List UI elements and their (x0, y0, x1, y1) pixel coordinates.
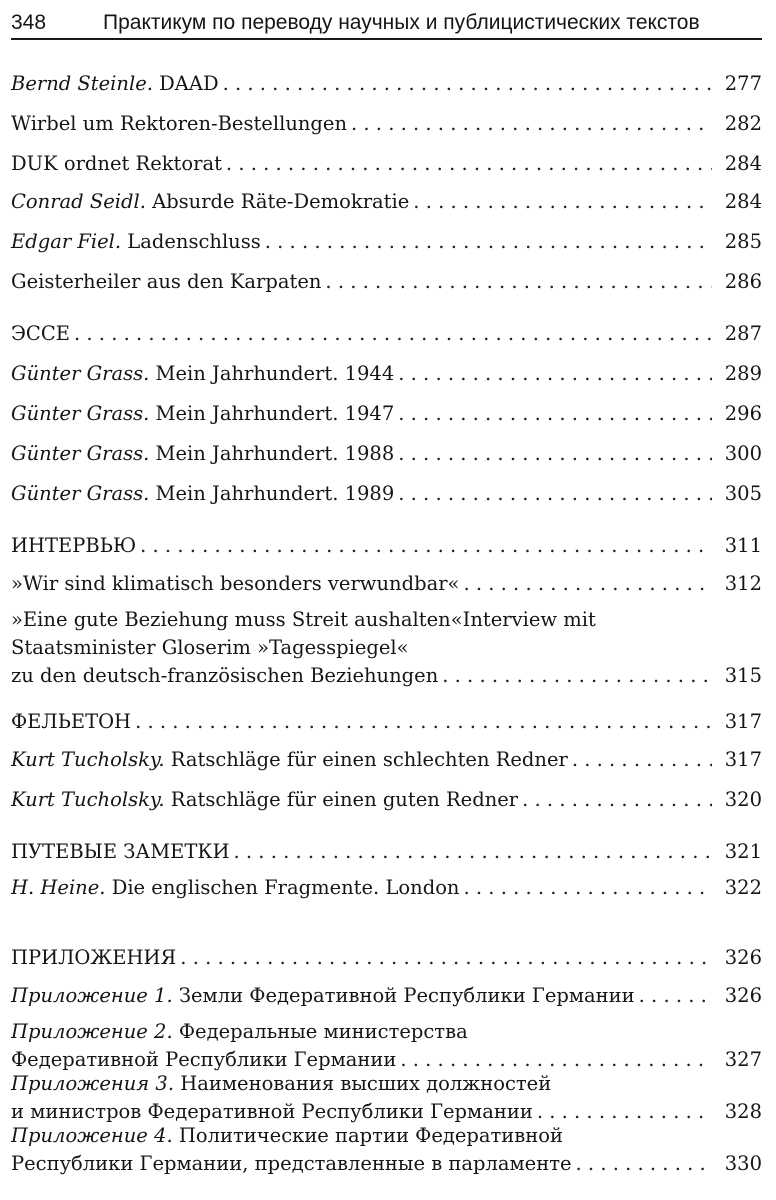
toc-entry-title-line: Политические партии Федеративной (178, 1124, 564, 1147)
dot-leader (351, 110, 712, 138)
toc-entry-text (11, 944, 176, 972)
toc-entry-page: 296 (724, 402, 762, 425)
dot-leader (234, 838, 712, 866)
dot-leader (522, 786, 712, 814)
toc-entry-title: Ratschläge für einen schlechten Redner (170, 748, 568, 771)
toc-entry-author: Приложения 3. (11, 1072, 175, 1095)
toc-entry[interactable] (11, 70, 762, 98)
toc-entry-text (11, 268, 321, 296)
toc-entry-page: 287 (724, 322, 762, 345)
toc-entry-author: Kurt Tucholsky. (11, 788, 165, 811)
toc-entry-title: »Wir sind klimatisch besonders verwundbar« (11, 572, 460, 595)
toc-entry[interactable] (11, 400, 762, 428)
toc-entry[interactable] (11, 228, 762, 256)
toc-entry-author: Приложение 1. (11, 984, 173, 1007)
toc-entry[interactable] (11, 708, 762, 736)
toc-entry-text (11, 708, 131, 736)
running-header (11, 8, 762, 40)
toc-entry[interactable] (11, 1018, 762, 1074)
toc-entry-text (11, 570, 459, 598)
toc-entry-title: Absurde Räte-Demokratie (152, 190, 410, 213)
toc-entry-page: 285 (724, 230, 762, 253)
toc-entry-author: Günter Grass. (11, 482, 150, 505)
toc-entry-author: Приложение 2. (11, 1020, 173, 1043)
toc-entry-heading (11, 1070, 551, 1098)
toc-entry-title-line: »Eine gute Beziehung muss Streit aushalten«Interview mit (11, 608, 596, 631)
dot-leader (398, 440, 712, 468)
toc-entry-title: Ratschläge für einen guten Redner (170, 788, 519, 811)
toc-entry-title: Земли Федеративной Республики Германии (178, 984, 635, 1007)
toc-entry-author: Günter Grass. (11, 402, 150, 425)
toc-entry[interactable] (11, 150, 762, 178)
toc-entry[interactable] (11, 268, 762, 296)
toc-entry-title: zu den deutsch-französischen Beziehungen (11, 664, 439, 687)
toc-entry-author: Günter Grass. (11, 362, 150, 385)
toc-entry-heading (11, 1018, 468, 1046)
toc-entry-text (11, 320, 70, 348)
toc-entry[interactable] (11, 188, 762, 216)
toc-entry[interactable] (11, 570, 762, 598)
toc-entry-page: 305 (724, 482, 762, 505)
toc-entry-title: Федеративной Республики Германии (11, 1048, 397, 1071)
toc-entry-text (11, 228, 261, 256)
dot-leader (135, 708, 712, 736)
toc-entry[interactable] (11, 440, 762, 468)
toc-entry-page: 312 (724, 572, 762, 595)
toc-entry[interactable] (11, 606, 762, 690)
toc-entry[interactable] (11, 480, 762, 508)
dot-leader (398, 480, 712, 508)
toc-entry[interactable] (11, 746, 762, 774)
toc-entry-title: Wirbel um Rektoren-Bestellungen (11, 112, 348, 135)
dot-leader (226, 150, 712, 178)
toc-entry-page: 284 (724, 152, 762, 175)
toc-entry-title-line: Наименования высших должностей (180, 1072, 552, 1095)
toc-entry-text (11, 400, 394, 428)
toc-entry-title: Geisterheiler aus den Karpaten (11, 270, 322, 293)
toc-entry-author: Bernd Steinle. (11, 72, 153, 95)
toc-entry-title: ФЕЛЬЕТОН (11, 710, 132, 733)
dot-leader (140, 532, 712, 560)
dot-leader (398, 400, 712, 428)
toc-entry[interactable] (11, 532, 762, 560)
toc-entry-title: DAAD (159, 72, 219, 95)
toc-entry-title-line: Федеральные министерства (178, 1020, 468, 1043)
toc-entry-text (11, 440, 394, 468)
toc-entry-text (11, 532, 136, 560)
toc-entry-title-line: Staatsminister Gloserim »Tagesspiegel« (11, 636, 409, 659)
toc-entry[interactable] (11, 320, 762, 348)
toc-entry-page: 326 (724, 946, 762, 969)
toc-entry-page: 321 (724, 840, 762, 863)
toc-entry-author: Edgar Fiel. (11, 230, 122, 253)
toc-entry-text (11, 874, 460, 902)
dot-leader (464, 874, 713, 902)
toc-entry-page: 326 (724, 984, 762, 1007)
toc-entry[interactable] (11, 982, 762, 1010)
toc-entry[interactable] (11, 874, 762, 902)
dot-leader (572, 746, 712, 774)
page-number: 348 (11, 11, 47, 34)
toc-entry-page: 286 (724, 270, 762, 293)
toc-entry-page: 311 (724, 534, 762, 557)
toc-entry-page: 328 (724, 1100, 762, 1123)
toc-entry-author: Conrad Seidl. (11, 190, 146, 213)
dot-leader (576, 1150, 712, 1178)
toc-entry-page: 320 (724, 788, 762, 811)
toc-entry[interactable] (11, 110, 762, 138)
toc-entry-title: DUK ordnet Rektorat (11, 152, 222, 175)
toc-entry-text (11, 360, 394, 388)
toc-entry-text (11, 188, 409, 216)
toc-entry-title: и министров Федеративной Республики Германии (11, 1100, 533, 1123)
toc-entry-text (11, 982, 635, 1010)
toc-entry-title: Mein Jahrhundert. 1988 (155, 442, 395, 465)
toc-entry-author: Приложение 4. (11, 1124, 173, 1147)
toc-entry[interactable] (11, 1070, 762, 1126)
toc-entry[interactable] (11, 944, 762, 972)
dot-leader (463, 570, 712, 598)
dot-leader (398, 360, 712, 388)
toc-entry-title: ПУТЕВЫЕ ЗАМЕТКИ (11, 840, 230, 863)
running-title: Практикум по переводу научных и публицистических текстов (103, 11, 700, 34)
toc-entry[interactable] (11, 1122, 762, 1178)
toc-entry-author: H. Heine. (11, 876, 106, 899)
toc-entry-page: 322 (724, 876, 762, 899)
toc-entry-text (11, 150, 222, 178)
toc-entry-text (11, 786, 518, 814)
toc-entry-text (11, 110, 347, 138)
toc-entry-text (11, 480, 394, 508)
toc-entry-page: 327 (724, 1048, 762, 1071)
toc-entry-text (11, 746, 568, 774)
toc-entry-title: Mein Jahrhundert. 1944 (155, 362, 395, 385)
toc-entry-page: 315 (724, 664, 762, 687)
dot-leader (325, 268, 712, 296)
toc-entry-title: Ladenschluss (127, 230, 261, 253)
toc-entry-title: Mein Jahrhundert. 1989 (155, 482, 395, 505)
toc-entry-title: Mein Jahrhundert. 1947 (155, 402, 395, 425)
toc-entry-page: 317 (724, 710, 762, 733)
toc-entry-page: 277 (724, 72, 762, 95)
toc-entry-text (11, 1150, 572, 1178)
toc-entry-page: 284 (724, 190, 762, 213)
toc-entry-author: Günter Grass. (11, 442, 150, 465)
toc-entry-text (11, 662, 438, 690)
dot-leader (74, 320, 712, 348)
toc-entry-title: Республики Германии, представленные в парламенте (11, 1152, 572, 1175)
toc-entry-page: 300 (724, 442, 762, 465)
toc-entry-heading (11, 1122, 563, 1150)
dot-leader (639, 982, 712, 1010)
toc-entry-title: ИНТЕРВЬЮ (11, 534, 137, 557)
toc-entry-page: 282 (724, 112, 762, 135)
toc-entry-title: Die englischen Fragmente. London (111, 876, 460, 899)
toc-entry-text (11, 838, 230, 866)
toc-entry-title: ЭССЕ (11, 322, 70, 345)
dot-leader (442, 662, 712, 690)
dot-leader (223, 70, 712, 98)
toc-entry-text (11, 70, 219, 98)
toc-entry[interactable] (11, 838, 762, 866)
dot-leader (180, 944, 712, 972)
toc-entry-author: Kurt Tucholsky. (11, 748, 165, 771)
toc-entry[interactable] (11, 360, 762, 388)
dot-leader (413, 188, 712, 216)
toc-entry-page: 330 (724, 1152, 762, 1175)
toc-entry[interactable] (11, 786, 762, 814)
dot-leader (265, 228, 712, 256)
toc-entry-title: ПРИЛОЖЕНИЯ (11, 946, 177, 969)
toc-entry-page: 317 (724, 748, 762, 771)
toc-entry-page: 289 (724, 362, 762, 385)
